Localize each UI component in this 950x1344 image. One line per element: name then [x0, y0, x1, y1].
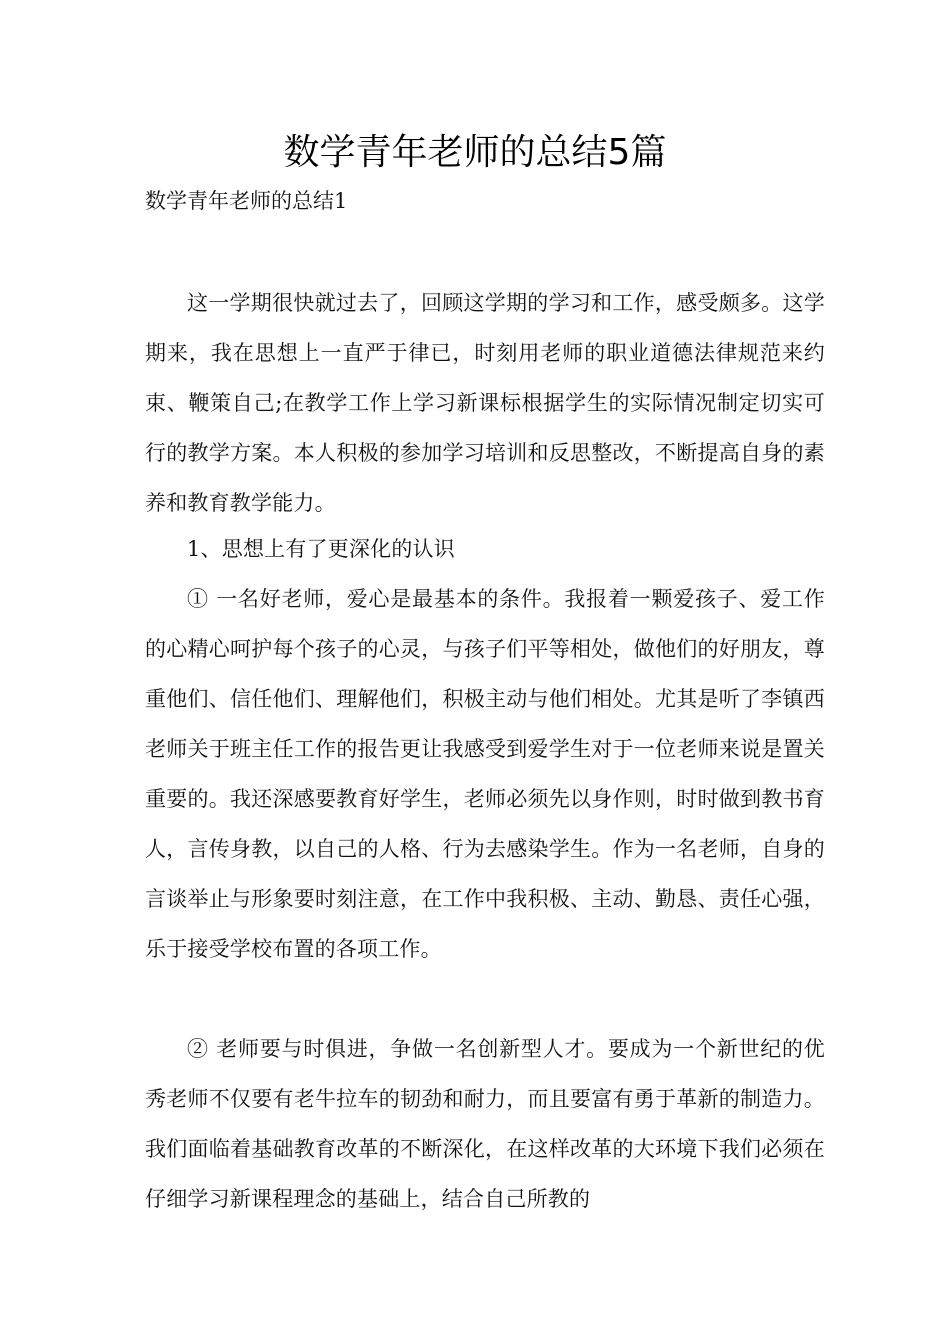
- section-heading: 数学青年老师的总结1: [145, 189, 348, 213]
- paragraph-intro: 这一学期很快就过去了，回顾这学期的学习和工作，感受颇多。这学期来，我在思想上一直严于律已，时刻用老师的职业道德法律规范来约束、鞭策自己;在教学工作上学习新课标根据学生的实际情况制定切实可行的教学方案。本人积极的参加学习培训和反思整改，不断提高自身的素养和教育教学能力。: [145, 291, 825, 515]
- subheading-thought: 1、思想上有了更深化的认识: [187, 537, 455, 561]
- paragraph-point-2: ② 老师要与时俱进，争做一名创新型人才。要成为一个新世纪的优秀老师不仅要有老牛拉车的韧劲和耐力，而且要富有勇于革新的制造力。我们面临着基础教育改革的不断深化，在这样改革的大环境下我们必须在仔细学习新课程理念的基础上，结合自己所教的: [145, 1037, 825, 1211]
- document-title: 数学青年老师的总结5篇: [283, 132, 667, 173]
- paragraph-point-1: ① 一名好老师，爱心是最基本的条件。我报着一颗爱孩子、爱工作的心精心呵护每个孩子的心灵，与孩子们平等相处，做他们的好朋友，尊重他们、信任他们、理解他们，积极主动与他们相处。尤其是听了李镇西老师关于班主任工作的报告更让我感受到爱学生对于一位老师来说是置关重要的。我还深感要教育好学生，老师必须先以身作则，时时做到教书育人，言传身教，以自己的人格、行为去感染学生。作为一名老师，自身的言谈举止与形象要时刻注意，在工作中我积极、主动、勤恳、责任心强，乐于接受学校布置的各项工作。: [145, 587, 825, 961]
